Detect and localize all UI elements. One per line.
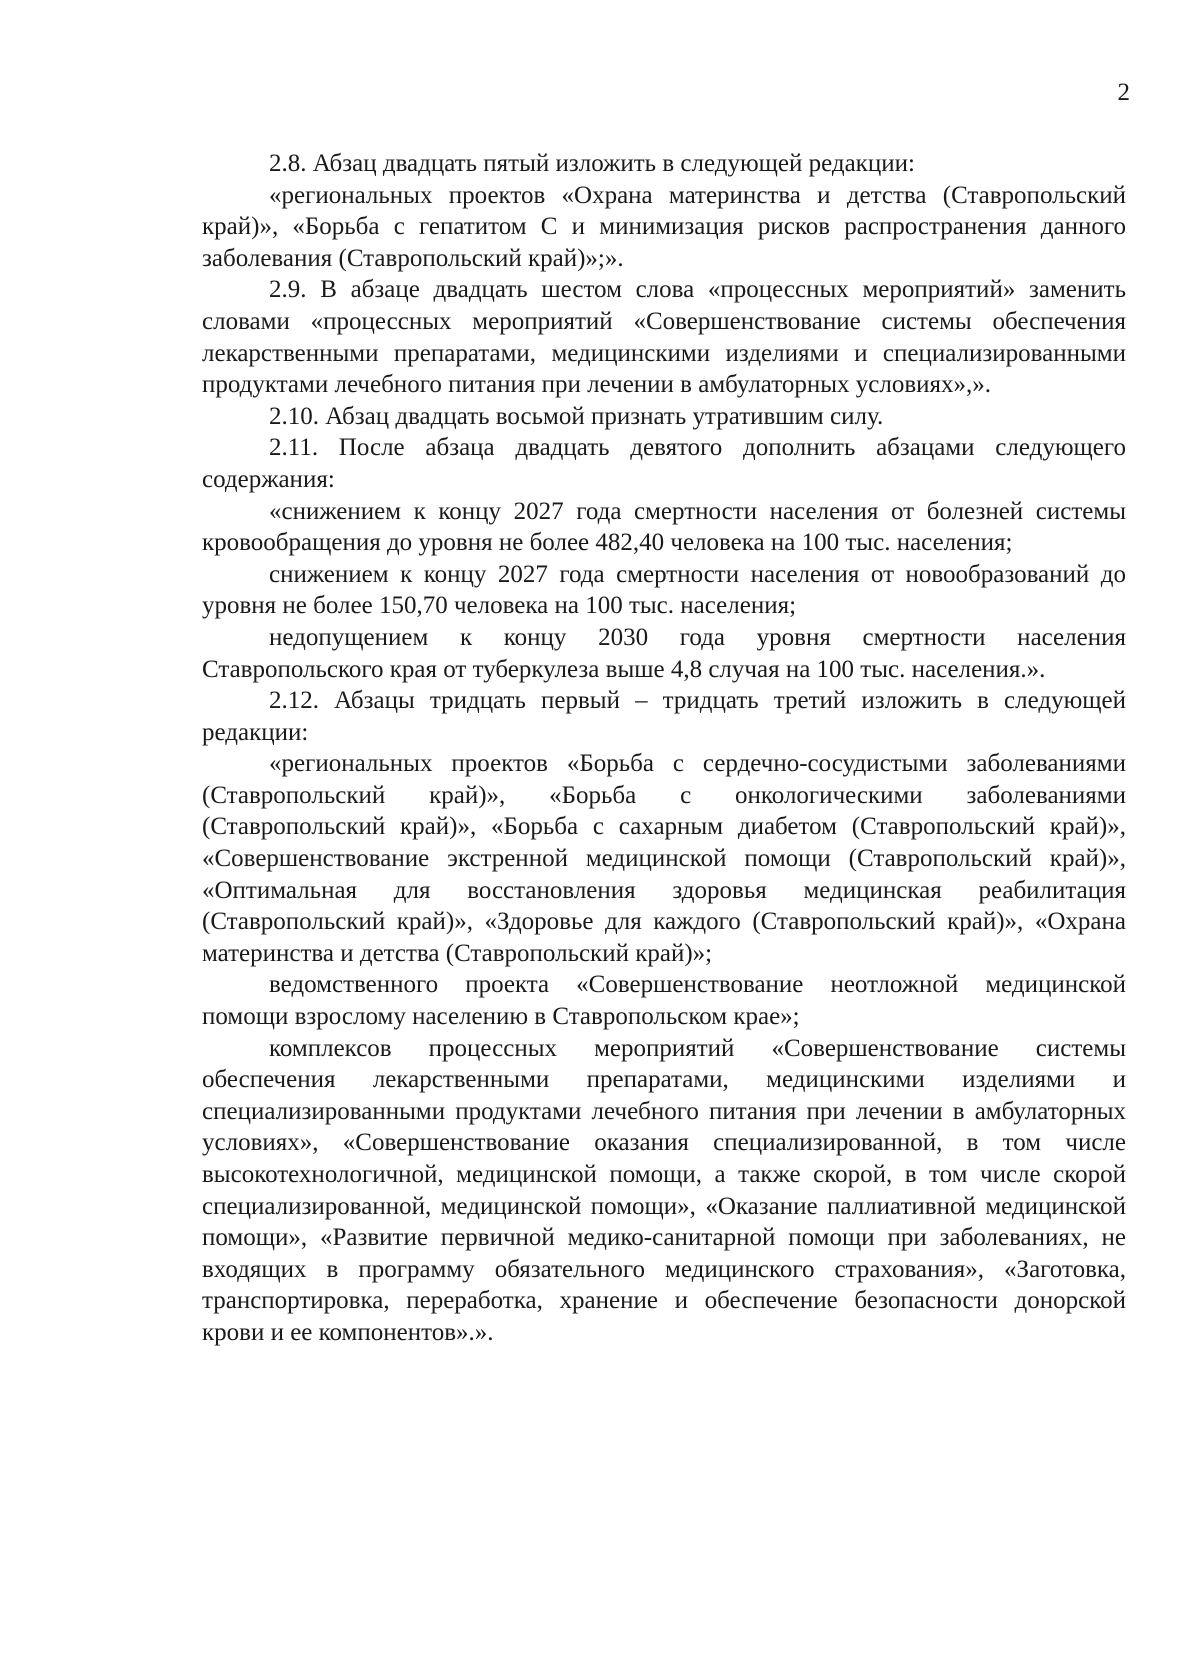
paragraph-2-12-item-3: комплексов процессных мероприятий «Совершенствование системы обеспечения лекарственными препаратами, медицинскими изделиями и специализированными продуктами лечебного питания при лечении в амбулаторных условиях», «Совершенствование оказания специализированной, в том числе высокотехнологичной, медицинской помощи, а также скорой, в том числе скорой специализированной, медицинской помощи», «Оказание паллиативной медицинской помощи», «Развитие первичной медико-санитарной помощи при заболеваниях, не входящих в программу обязательного медицинского страхования», «Заготовка, транспортировка, переработка, хранение и обеспечение безопасности донорской крови и ее компонентов».». [202, 1034, 1126, 1346]
paragraph-2-11: 2.11. После абзаца двадцать девятого дополнить абзацами следующего содержания: [202, 434, 1126, 493]
page-number: 2 [1117, 79, 1130, 106]
paragraph-2-11-item-3: недопущением к концу 2030 года уровня смертности населения Ставропольского края от туберкулеза выше 4,8 случая на 100 тыс. населения.». [202, 623, 1126, 683]
paragraph-2-8-text: «региональных проектов «Охрана материнства и детства (Ставропольский край)», «Борьба с гепатитом С и минимизация рисков распространения данного заболевания (Ставропольский край)»;». [202, 181, 1126, 272]
paragraph-2-12-item-2: ведомственного проекта «Совершенствование неотложной медицинской помощи взрослому населению в Ставропольском крае»; [202, 971, 1126, 1031]
paragraph-2-11-item-1: «снижением к концу 2027 года смертности населения от болезней системы кровообращения до уровня не более 482,40 человека на 100 тыс. населения; [202, 497, 1126, 557]
paragraph-2-12: 2.12. Абзацы тридцать первый – тридцать третий изложить в следующей редакции: [202, 687, 1126, 746]
document-body [202, 148, 1126, 1349]
paragraph-2-8: 2.8. Абзац двадцать пятый изложить в следующей редакции: [269, 150, 915, 177]
paragraph-2-10: 2.10. Абзац двадцать восьмой признать утратившим силу. [269, 402, 884, 430]
paragraph-2-12-item-1: «региональных проектов «Борьба с сердечно-сосудистыми заболеваниями (Ставропольский край)», «Борьба с онкологическими заболеваниями (Ставропольский край)», «Борьба с сахарным диабетом (Ставропольский край)», «Совершенствование экстренной медицинской помощи (Ставропольский край)», «Оптимальная для восстановления здоровья медицинская реабилитация (Ставропольский край)», «Здоровье для каждого (Ставропольский край)», «Охрана материнства и детства (Ставропольский край)»; [202, 750, 1126, 967]
paragraph-2-11-item-2: снижением к концу 2027 года смертности населения от новообразований до уровня не более 150,70 человека на 100 тыс. населения; [202, 560, 1126, 620]
paragraph-2-9: 2.9. В абзаце двадцать шестом слова «процессных мероприятий» заменить словами «процессных мероприятий «Совершенствование системы обеспечения лекарственными препаратами, медицинскими изделиями и специализированными продуктами лечебного питания при лечении в амбулаторных условиях»,». [202, 276, 1126, 399]
